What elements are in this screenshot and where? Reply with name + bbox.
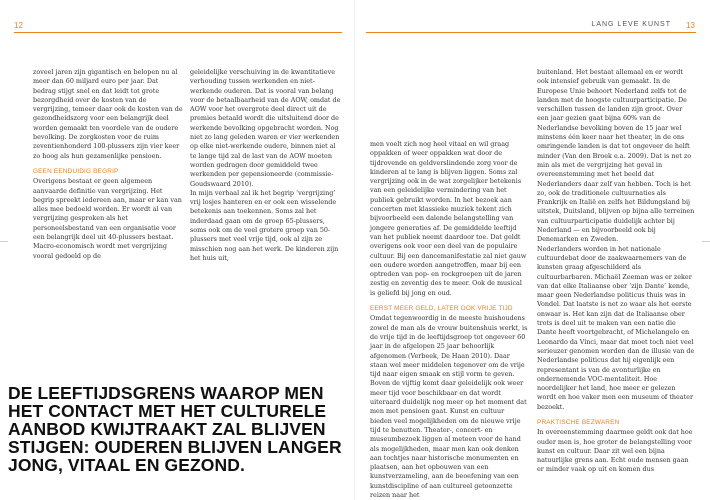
page-fold — [354, 0, 355, 500]
paragraph: Omdat tegenwoordig in de meeste huishoudens zowel de man als de vrouw buitenshuis werkt, is de vrije tijd in de leeftijdsgroep tot ongeveer 60 jaar in de afgelopen 25 jaar behoorlijk afgenomen (Verbeek, De Haan 2010). Daar staan wel meer middelen tegenover om de vrije tijd naar eigen smaak en stijl vorm te geven. Boven de vijftig komt daar geleidelijk ook weer meer tijd voor beschikbaar en dat wordt uiteraard duidelijk nog meer op het moment dat men met pensioen gaat. Kunst en cultuur bieden veel mogelijkheden om de nieuwe vrije tijd te benutten. Theater-, concert- en museumbezoek liggen al meteen voor de hand als mogelijkheden, maar men kan ook denken aan tochtjes naar historische monumenten en plaatsen, aan het opbouwen van een kunstverzameling, aan de beoefening van een kunstdiscipline of aan cultureel getoonzette reizen naar het — [370, 314, 528, 499]
header-rule-right — [366, 32, 696, 33]
section-heading: EERST MEER GELD, LATER OOK VRIJE TIJD — [370, 305, 513, 313]
section-heading: PRAKTISCHE BEZWAREN — [537, 418, 620, 426]
paragraph: geleidelijke verschuiving in de kwantitatieve verhouding tussen werkenden en niet-werkende ouderen. Dat is vooral van belang voor de betaalbaarheid van de AOW, omdat de AOW voor het overgrote deel direct uit de premies betaald wordt die uitsluitend door de werkende bevolking opgebracht worden. Nog niet zo lang geleden waren er vier werkenden op elke niet-werkende oudere, binnen niet al te lange tijd zal de last van de AOW moeten worden gedragen door gemiddeld twee werkenden per gepensioneerde (commissie-Goudswaard 2010). — [190, 68, 341, 188]
right-column-2 — [537, 68, 695, 475]
paragraph: buitenland. Het bestaat allemaal en er wordt ook intensief gebruik van gemaakt. In de Europese Unie behoort Nederland zelfs tot de landen met de hoogste cultuurparticipatie. De verschillen tussen de landen zijn groot. Over een jaar gezien gaat bijna 60% van de Nederlandse bevolking boven de 15 jaar wel minstens één keer naar het theater, in de ons omringende landen is dat tot ongeveer de helft minder (Van den Broek e.a. 2009). Dat is net zo min als met de vergrijzing het geval in overeenstemming met het beeld dat Nederlanders daar zelf van hebben. Toch is het zo, ook de traditionele cultuurnaties als Frankrijk en Italië en zelfs het Bildungsland bij uitstek, Duitsland, blijven op bijna alle terreinen van cultuurparticipatie duidelijk achter bij Nederland — en bijvoorbeeld ook bij Denemarken en Zweden. — [537, 68, 695, 244]
crop-mark-left — [0, 241, 8, 242]
paragraph: Overigens bestaat er geen algemeen aanvaarde definitie van vergrijzing. Het begrip spreekt iedereen aan, maar er kan van alles mee bedoeld worden. Er wordt al van vergrijzing gesproken als het personeelsbestand van een organisatie voor een belangrijk deel uit 40-plussers bestaat. Macro-economisch wordt met vergrijzing vooral gedoeld op de — [33, 177, 182, 260]
right-column-1 — [370, 140, 528, 500]
section-heading: GEEN EENDUIDIG BEGRIP — [33, 167, 119, 175]
left-column-2 — [190, 68, 342, 263]
page-number-left: 12 — [14, 21, 23, 30]
paragraph: In overeenstemming daarmee geldt ook dat hoe ouder men is, hoe groter de belangstelling voor kunst en cultuur. Daar zit wel een bijna natuurlijke grens aan. Echt oude mensen gaan er minder vaak op uit en komen dus — [537, 428, 693, 474]
page-number-right: 13 — [686, 21, 695, 30]
running-title: LANG LEVE KUNST — [591, 21, 671, 28]
paragraph: zoveel jaren zijn gigantisch en belopen nu al meer dan 60 miljard euro per jaar. Dat bedrag stijgt snel en dat leidt tot grote bezorgdheid over de kosten van de vergrijzing, temeer daar ook de kosten van de gezondheidszorg voor een belangrijk deel worden gemaakt ten voordele van de oudere bevolking. De zorgkosten voor de ruim zeventienhonderd 100-plussers zijn vier keer zo hoog als hun gezamenlijke pensioen. — [33, 68, 183, 160]
pull-quote: DE LEEFTIJDSGRENS WAAROP MEN HET CONTACT MET HET CULTURELE AANBOD KWIJTRAAKT ZAL BLIJVEN STIJGEN: OUDEREN BLIJVEN LANGER JONG, VITAAL EN GEZOND. — [8, 383, 342, 475]
crop-mark-right — [702, 241, 710, 242]
paragraph: men voelt zich nog heel vitaal en wil graag oppakken of weer oppakken wat door de tijdrovende en geldverslindende zorg voor de kinderen al te lang is blijven liggen. Soms zal vergrijzing ook in de wat zorgelijker betekenis van een geleidelijke vermindering van het publiek gebruikt worden. In het bezoek aan concerten met klassieke muziek tekent zich bijvoorbeeld een dalende belangstelling van jongere generaties af. De gemiddelde leeftijd van het publiek neemt daardoor toe. Dat geldt overigens ook voor een deel van de populaire cultuur. Bij een dancemanifestatie zal niet gauw een oudere worden aangetroffen, maar bij een optreden van pop- en rockgroepen uit de jaren zestig en zeventig des te meer. Ook de musical is geliefd bij jong en oud. — [370, 140, 527, 297]
header-rule-left — [14, 32, 342, 33]
left-column-1 — [33, 68, 183, 261]
paragraph: Nederlanders worden in het nationale cultuurdebat door de zaakwaarnemers van de kunsten graag afgeschilderd als cultuurbarbaren. Michaël Zeeman was er zeker van dat elke Italiaanse ober ‘zijn Dante’ kende, maar geen Nederlandse politicus thuis was in Vondel. Dat laatste is net zo waar als het eerste onwaar is. Het kan zijn dat de Italiaanse ober trots is deel uit te maken van een natie die Dante heeft voortgebracht, of Michelangelo en Leonardo da Vinci, maar dat moet toch niet veel serieuzer genomen worden dan de illusie van de Nederlandse politicus dat hij eigenlijk een representant is van de avonturlijke en ondernemende VOC-mentaliteit. Hoe noordelijker het land, hoe meer er gelezen wordt en hoe vaker men een museum of theater bezoekt. — [537, 244, 695, 411]
paragraph: In mijn verhaal zal ik het begrip ‘vergrijzing’ vrij losjes hanteren en er ook een wisselende betekenis aan toekennen. Soms zal het inderdaad gaan om de groep 65-plussers, soms ook om de veel grotere groep van 50-plussers met veel vrije tijd, ook al zijn ze misschien nog aan het werk. De kinderen zijn het huis uit, — [190, 188, 339, 262]
